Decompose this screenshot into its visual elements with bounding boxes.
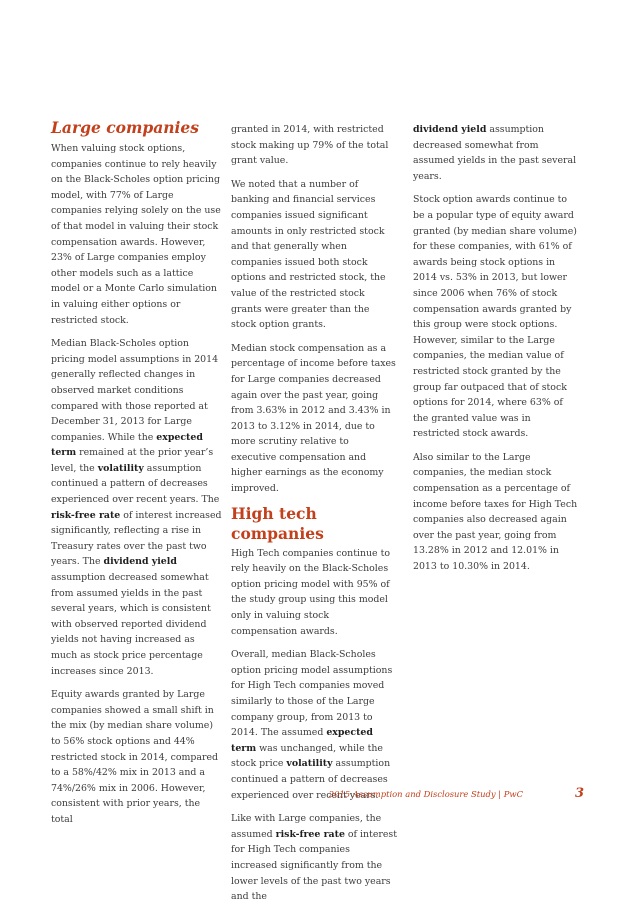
paragraph: Stock option awards continue to be a popular type of equity award granted (by median share volume) for these companies, with 61% of awards being stock options in 2014 vs. 53% in 2013, but lower since 2006 when 76% of stock compensation awards granted by this group were stock options. However, similar to the Large companies, the median value of restricted stock granted by the group far outpaced that of stock options for 2014, where 63% of the granted value was in restricted stock awards.	[413, 194, 577, 440]
bold-term: expected term	[51, 431, 203, 459]
page-number: 3	[575, 786, 585, 801]
paragraph: granted in 2014, with restricted stock making up 79% of the total grant value.	[231, 124, 389, 167]
paragraph: Also similar to the Large companies, the median stock compensation as a percentage of income before taxes for High Tech companies also decreased again over the past year, going from 13.28% in 2012 and 12.01% in 2013 to 10.30% in 2014.	[413, 451, 578, 573]
column-1	[51, 118, 223, 836]
paragraph: Equity awards granted by Large companies showed a small shift in the mix (by median share volume) to 56% stock options and 44% restricted stock in 2014, compared to a 58%/42% mix in 2013 and a 74%/26% mix in 2006. However, consistent with prior years, the total	[51, 689, 219, 825]
text-run: Median Black-Scholes option pricing model assumptions in 2014 generally reflected changes in observed market conditions compared with those reported at December 31, 2013 for Large companies. While the	[51, 338, 219, 443]
text-run: of interest increased significantly, reflecting a rise in Treasury rates over the past two years. The	[51, 509, 222, 568]
footer-title: 2015 Assumption and Disclosure Study | PwC	[328, 789, 523, 799]
bold-term: dividend yield	[413, 124, 487, 135]
paragraph: We noted that a number of banking and financial services companies issued significant amounts in only restricted stock and that generally when companies issued both stock options and restricted stock, the value of the restricted stock grants were greater than the stock option grants.	[231, 178, 386, 331]
text-run: was unchanged, while the stock price	[231, 742, 383, 770]
text-run: assumption continued a pattern of decreases experienced over recent years. The	[51, 462, 220, 506]
text-run: assumption decreased somewhat from assumed yields in the past several years, which is consistent with observed reported dividend yields not having increased as much as stock price percentage increases since 2013.	[51, 572, 211, 677]
paragraph	[231, 811, 397, 905]
bold-term: volatility	[286, 758, 333, 770]
paragraph	[413, 122, 579, 184]
paragraph: When valuing stock options, companies continue to rely heavily on the Black-Scholes option pricing model, with 77% of Large companies relying solely on the use of that model in valuing their stock compensation awards. However, 23% of Large companies employ other models such as a lattice model or a Monte Carlo simulation in valuing either options or restricted stock.	[51, 143, 221, 326]
section-heading-high-tech-companies: High tech companies	[231, 503, 324, 543]
bold-term: risk-free rate	[275, 828, 345, 840]
paragraph	[51, 336, 223, 679]
bold-term: dividend yield	[103, 556, 177, 568]
bold-term: volatility	[97, 462, 144, 474]
text-run: Overall, median Black-Scholes option pricing model assumptions for High Tech companies moved similarly to those of the Large company group, from 2013 to 2014. The assumed	[231, 649, 393, 739]
column-3	[413, 122, 579, 583]
text-run: assumption decreased somewhat from assumed yields in the past several years.	[413, 124, 577, 182]
paragraph: Median stock compensation as a percentage of income before taxes for Large companies decreased again over the past year, going from 3.63% in 2012 and 3.43% in 2013 to 3.12% in 2014, due to more scrutiny relative to executive compensation and higher earnings as the economy improved.	[231, 342, 396, 495]
text-run: remained at the prior year’s level, the	[51, 447, 214, 474]
paragraph: High Tech companies continue to rely heavily on the Black-Scholes option pricing model with 95% of the study group using this model only in valuing stock compensation awards.	[231, 547, 390, 637]
paragraph	[231, 647, 397, 803]
bold-term: expected term	[231, 727, 373, 754]
section-heading-large-companies: Large companies	[51, 118, 200, 137]
text-run: Like with Large companies, the assumed	[231, 813, 382, 840]
bold-term: risk-free rate	[51, 509, 121, 521]
text-run: of interest for High Tech companies increased significantly from the lower levels of the past two years and the	[231, 828, 397, 903]
text-run: assumption continued a pattern of decreases experienced over recent years.	[231, 758, 391, 801]
